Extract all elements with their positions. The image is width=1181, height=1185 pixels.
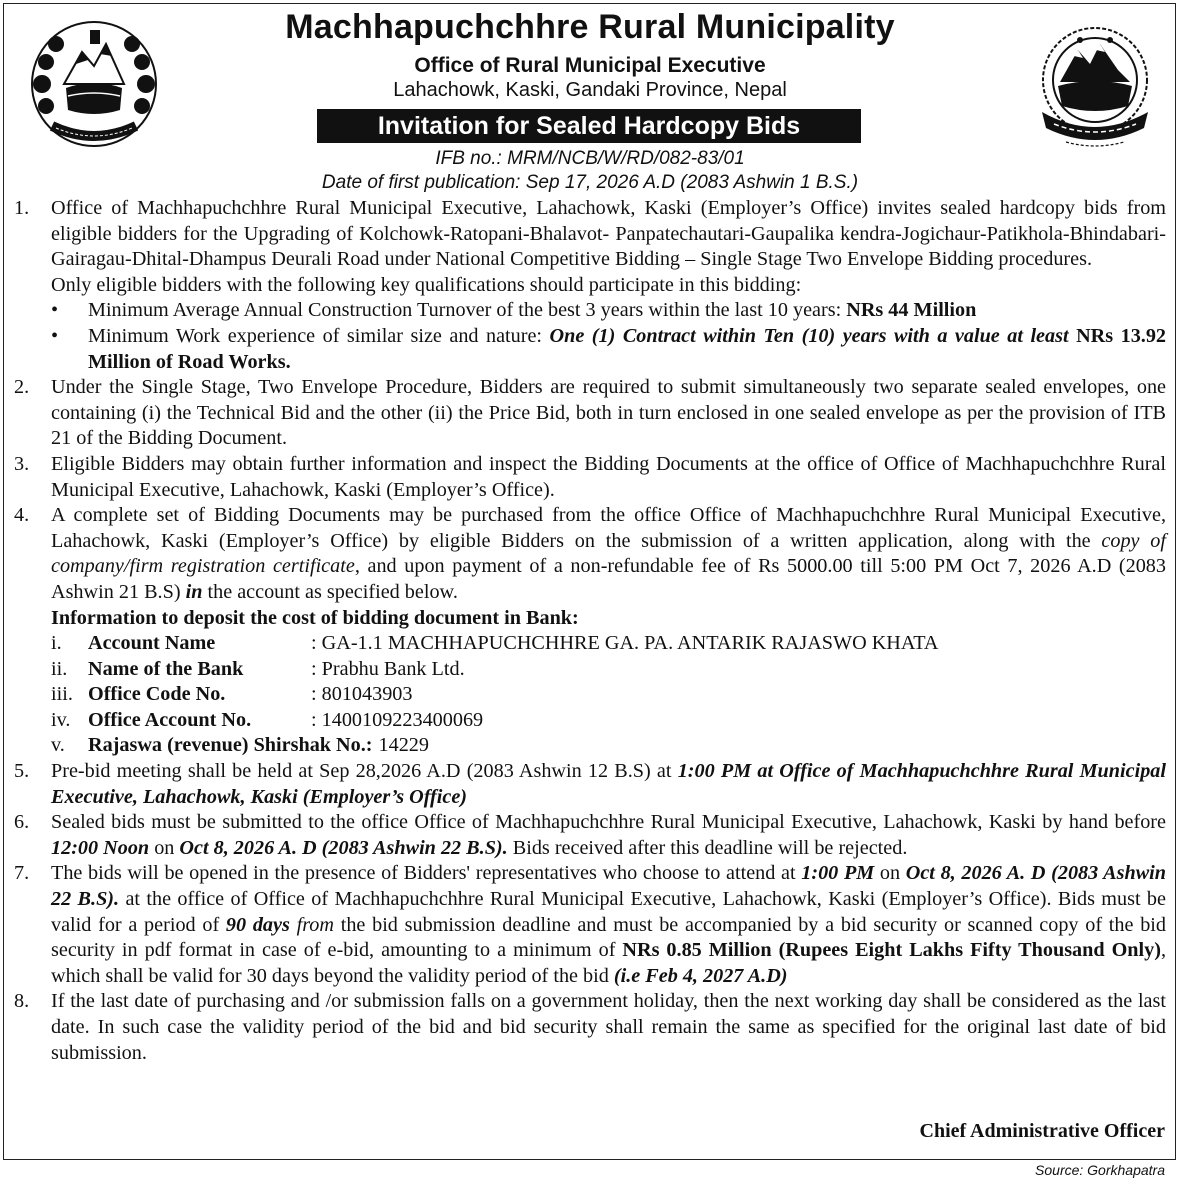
item-text: The bids will be opened in the presence of Bidders' representatives who choose to attend at (51, 862, 802, 885)
item-text-bold-italic: 12:00 Noon (51, 836, 150, 859)
bullet-icon: • (51, 299, 59, 322)
list-item (14, 989, 1166, 1066)
bullet-bold: NRs 44 Million (846, 299, 977, 322)
office-name: Office of Rural Municipal Executive (414, 54, 766, 77)
bank-heading: Information to deposit the cost of bidding document in Bank: (51, 606, 579, 629)
bank-label: Office Code No. (88, 683, 226, 706)
item-text-bold-italic: 1:00 PM at Office of Machhapuchchhre Rural Municipal Executive, Lahachowk, Kaski (Employer’s Office) (51, 760, 1166, 808)
ifb-number: IFB no.: MRM/NCB/W/RD/082-83/01 (435, 148, 745, 169)
office-address: Lahachowk, Kaski, Gandaki Province, Nepal (393, 79, 787, 101)
list-item (14, 375, 1166, 452)
list-item (14, 452, 1166, 503)
bank-row-bank-name (51, 657, 1166, 683)
list-item (14, 503, 1166, 759)
item-text: on (149, 836, 180, 859)
bank-label: Office Account No. (88, 708, 252, 731)
item-text-italic: copy of company/firm registration certificate (51, 529, 1166, 578)
item-text: the account as specified below. (202, 580, 458, 603)
signatory-title: Chief Administrative Officer (919, 1120, 1165, 1142)
row-number: iii. (51, 683, 73, 706)
bank-value: 14229 (378, 734, 429, 757)
row-number: i. (51, 632, 62, 655)
municipality-seal-icon (1028, 20, 1163, 155)
item-text-bold: NRs 0.85 Million (Rupees Eight Lakhs Fifty Thousand Only) (622, 939, 1161, 962)
item-number: 7. (14, 862, 30, 885)
bank-row-account-no (51, 708, 1166, 734)
item-text: on (874, 862, 906, 885)
item-text: If the last date of purchasing and /or submission falls on a government holiday, then the next working day shall be considered as the last date. In such case the validity period of the bid and bid security shall remain the same as specified for the original last date of bid submission. (51, 990, 1166, 1064)
nepal-emblem-icon (24, 14, 164, 154)
item-text: at the office of Office of Machhapuchchhre Rural Municipal Executive, Lahachowk, Kaski (Employer’s Office). Bids must be valid for a period of (51, 888, 1166, 936)
item-text-bold-italic: in (185, 580, 203, 603)
item-text: Eligible Bidders may obtain further information and inspect the Bidding Documents at the office of Office of Machhapuchchhre Rural Municipal Executive, Lahachowk, Kaski (Employer’s Office). (51, 452, 1166, 501)
bank-label: Rajaswa (revenue) Shirshak No.: (88, 734, 373, 757)
item-number: 5. (14, 760, 30, 783)
bank-label: Account Name (88, 632, 216, 655)
publication-date: Date of first publication: Sep 17, 2026 A.D (2083 Ashwin 1 B.S.) (321, 172, 859, 193)
item-number: 3. (14, 452, 30, 475)
item-text-bold-italic: (i.e Feb 4, 2027 A.D) (613, 964, 788, 987)
item-text: Pre-bid meeting shall be held at Sep 28,2026 A.D (2083 Ashwin 12 B.S) at (51, 760, 678, 783)
item-text-bold-italic: Oct 8, 2026 A. D (2083 Ashwin 22 B.S). (51, 862, 1166, 911)
item-number: 8. (14, 990, 30, 1013)
bullet-text: Minimum Average Annual Construction Turnover of the best 3 years within the last 10 years: (88, 299, 847, 322)
item-text: Only eligible bidders with the following key qualifications should participate in this bidding: (51, 273, 802, 296)
bank-row-office-code (51, 682, 1166, 708)
list-item (14, 861, 1166, 989)
bullet-item (51, 298, 1166, 324)
item-text-italic: from (289, 913, 334, 936)
bank-value: : 1400109223400069 (311, 708, 484, 731)
item-text: , which shall be valid for 30 days beyond the validity period of the bid (51, 939, 1167, 987)
bank-value: : 801043903 (311, 683, 413, 706)
item-text-bold-italic: Oct 8, 2026 A. D (2083 Ashwin 22 B.S). (179, 836, 508, 859)
bank-value: : Prabhu Bank Ltd. (311, 657, 465, 680)
bank-row-revenue-head (51, 733, 1166, 759)
row-number: v. (51, 734, 65, 757)
item-text: A complete set of Bidding Documents may be purchased from the office Office of Machhapuchchhre Rural Municipal Executive, Lahachowk, Kaski (Employer’s Office) by eligible Bidders on the submission of a written application, along with the (51, 504, 1166, 552)
bullet-bold: NRs 13.92 Million of Road Works. (88, 324, 1167, 373)
bullet-text: Minimum Work experience of similar size and nature: (88, 324, 550, 347)
bank-row-account-name (51, 631, 1166, 657)
row-number: ii. (51, 657, 68, 680)
item-text-bold-italic: 1:00 PM (801, 862, 875, 885)
item-text: Under the Single Stage, Two Envelope Procedure, Bidders are required to submit simultaneously two separate sealed envelopes, one containing (i) the Technical Bid and the other (ii) the Price Bid, both in turn enclosed in one sealed envelope as per the provision of ITB 21 of the Bidding Document. (51, 376, 1166, 450)
item-text: Sealed bids must be submitted to the office Office of Machhapuchchhre Rural Municipal Executive, Lahachowk, Kaski by hand before (51, 811, 1166, 834)
list-item (14, 759, 1166, 810)
item-text: Bids received after this deadline will be rejected. (507, 836, 908, 859)
source-credit: Source: Gorkhapatra (1035, 1162, 1165, 1178)
item-text-bold-italic: 90 days (225, 913, 290, 936)
list-item (14, 196, 1166, 375)
item-text: Office of Machhapuchchhre Rural Municipal Executive, Lahachowk, Kaski (Employer’s Office) invites sealed hardcopy bids from eligible bidders for the Upgrading of Kolchowk-Ratopani-Bhalavot- Panpatechautari-Gaupalika kendra-Jogichaur-Patikhola-Bhindabari-Gairagau-Dhital-Dhampus Deurali Road under National Competitive Bidding – Single Stage Two Envelope Bidding procedures. (51, 197, 1166, 271)
item-text: , and upon payment of a non-refundable fee of Rs 5000.00 till 5:00 PM Oct 7, 2026 A.D (2083 Ashwin 21 B.S) (51, 555, 1166, 603)
notice-banner: Invitation for Sealed Hardcopy Bids (317, 109, 861, 143)
item-number: 1. (14, 197, 30, 219)
item-number: 4. (14, 504, 30, 527)
item-number: 2. (14, 376, 30, 399)
item-text: the bid submission deadline and must be accompanied by a bid security or scanned copy of the bid security in pdf format in case of e-bid, amounting to a minimum of (51, 913, 1166, 962)
page-title: Machhapuchchhre Rural Municipality (285, 8, 895, 46)
item-number: 6. (14, 811, 30, 834)
list-item (14, 810, 1166, 861)
row-number: iv. (51, 708, 71, 731)
bullet-bold-italic: One (1) Contract within Ten (10) years with a value at least (549, 324, 1069, 347)
bullet-icon: • (51, 324, 59, 347)
bank-label: Name of the Bank (88, 657, 244, 680)
bullet-item (51, 324, 1166, 375)
notice-body (14, 196, 1166, 1066)
bank-value: : GA-1.1 MACHHAPUCHCHHRE GA. PA. ANTARIK RAJASWO KHATA (311, 632, 939, 655)
